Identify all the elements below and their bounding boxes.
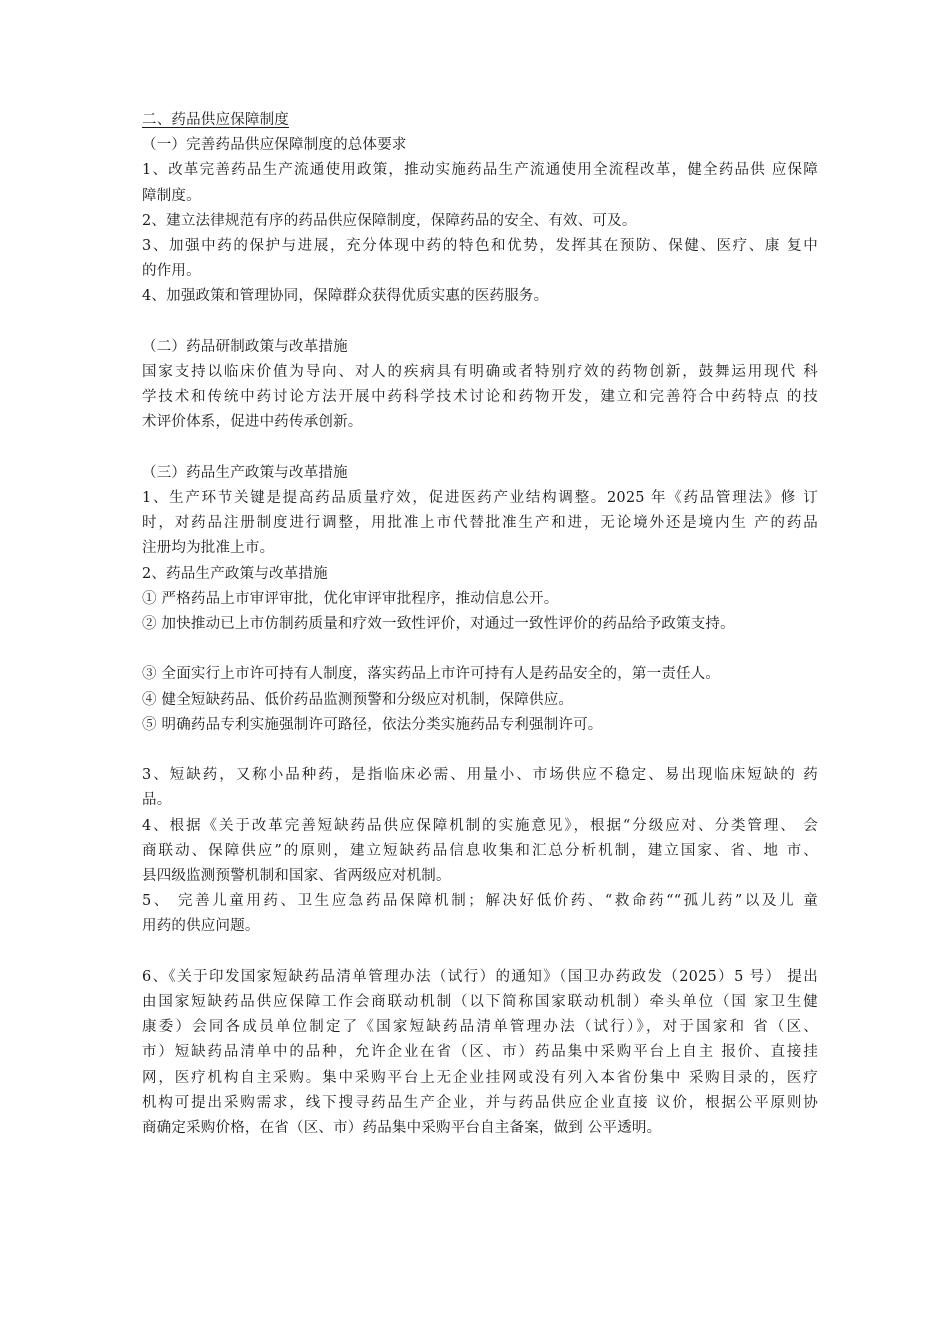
section3-item6-line2: 由国家短缺药品供应保障工作会商联动机制（以下简称国家联动机制）牵头单位（国 家卫生健 xyxy=(142,994,818,1011)
section3-sub1: ① 严格药品上市审评审批，优化审评审批程序，推动信息公开。 xyxy=(142,590,559,607)
section3-item6-line5: 网，医疗机构自主采购。集中采购平台上无企业挂网或没有列入本省份集中 采购目录的，医疗 xyxy=(142,1069,818,1086)
section1-heading: （一）完善药品供应保障制度的总体要求 xyxy=(142,137,407,154)
section3-item6-line7: 商确定采购价格，在省（区、市）药品集中采购平台自主备案，做到 公平透明。 xyxy=(142,1120,662,1137)
section1-item4: 4、加强政策和管理协同，保障群众获得优质实惠的医药服务。 xyxy=(142,288,549,305)
section3-item6-line6: 机构可提出采购需求，线下搜寻药品生产企业，并与药品供应企业直接 议价，根据公平原则协 xyxy=(142,1094,818,1111)
section3-sub5: ⑤ 明确药品专利实施强制许可路径，依法分类实施药品专利强制许可。 xyxy=(142,716,603,733)
section3-item1-line1: 1、生产环节关键是提高药品质量疗效，促进医药产业结构调整。2025 年《药品管理法》修 订 xyxy=(142,490,818,507)
blank-line xyxy=(142,436,818,461)
section2-line2: 学技术和传统中药讨论方法开展中药科学技术讨论和药物开发，建立和完善符合中药特点 的技 xyxy=(142,389,818,406)
section3-item4-line3: 县四级监测预警机制和国家、省两级应对机制。 xyxy=(142,868,451,885)
document-title: 二、药品供应保障制度 xyxy=(142,112,289,128)
section3-item6-line1: 6、《关于印发国家短缺药品清单管理办法（试行）的通知》（国卫办药政发（2025）5 号） 提出 xyxy=(142,968,818,985)
blank-line xyxy=(142,940,818,965)
section1-item3-line1: 3、加强中药的保护与进展，充分体现中药的特色和优势，发挥其在预防、保健、医疗、康 复中 xyxy=(142,238,818,255)
section2-heading: （二）药品研制政策与改革措施 xyxy=(142,338,348,355)
section3-item1-line2: 时，对药品注册制度进行调整，用批准上市代替批准生产和进，无论境外还是境内生 产的药品 xyxy=(142,515,818,532)
section1-item3-line2: 的作用。 xyxy=(142,263,201,280)
section2-line3: 术评价体系，促进中药传承创新。 xyxy=(142,414,363,431)
section3-item5-line1: 5、 完善儿童用药、卫生应急药品保障机制；解决好低价药、“救命药““孤儿药”以及儿 童 xyxy=(142,893,818,910)
section1-item1-line2: 障制度。 xyxy=(142,187,201,204)
document-body xyxy=(142,108,818,1141)
section3-item3-line2: 品。 xyxy=(142,792,172,809)
section3-item2: 2、药品生产政策与改革措施 xyxy=(142,565,328,582)
section3-sub2: ② 加快推动已上市仿制药质量和疗效一致性评价，对通过一致性评价的药品给予政策支持。 xyxy=(142,616,735,633)
section2-line1: 国家支持以临床价值为导向、对人的疾病具有明确或者特别疗效的药物创新，鼓舞运用现代 科 xyxy=(142,364,818,381)
section3-item4-line1: 4、根据《关于改革完善短缺药品供应保障机制的实施意见》，根据“分级应对、分类管理、 会 xyxy=(142,817,818,834)
section3-item6-line4: 市）短缺药品清单中的品种，允许企业在省（区、市）药品集中采购平台上自主 报价、直接挂 xyxy=(142,1044,818,1061)
blank-line xyxy=(142,738,818,763)
section3-sub4: ④ 健全短缺药品、低价药品监测预警和分级应对机制，保障供应。 xyxy=(142,691,574,708)
section3-item4-line2: 商联动、保障供应”的原则，建立短缺药品信息收集和汇总分析机制，建立国家、省、地 市、 xyxy=(142,842,818,859)
section3-item3-line1: 3、短缺药，又称小品种药，是指临床必需、用量小、市场供应不稳定、易出现临床短缺的 药 xyxy=(142,767,818,784)
section1-item2: 2、建立法律规范有序的药品供应保障制度，保障药品的安全、有效、可及。 xyxy=(142,212,637,229)
blank-line xyxy=(142,310,818,335)
section3-sub3: ③ 全面实行上市许可持有人制度，落实药品上市许可持有人是药品安全的，第一责任人。 xyxy=(142,666,721,683)
section3-item1-line3: 注册均为批准上市。 xyxy=(142,540,275,557)
section3-item6-line3: 康委）会同各成员单位制定了《国家短缺药品清单管理办法（试行）》，对于国家和 省（区、 xyxy=(142,1019,818,1036)
blank-line xyxy=(142,637,818,662)
section3-item5-line2: 用药的供应问题。 xyxy=(142,918,260,935)
section1-item1-line1: 1、改革完善药品生产流通使用政策，推动实施药品生产流通使用全流程改革，健全药品供 应保障 xyxy=(142,162,818,179)
section3-heading: （三）药品生产政策与改革措施 xyxy=(142,464,348,481)
